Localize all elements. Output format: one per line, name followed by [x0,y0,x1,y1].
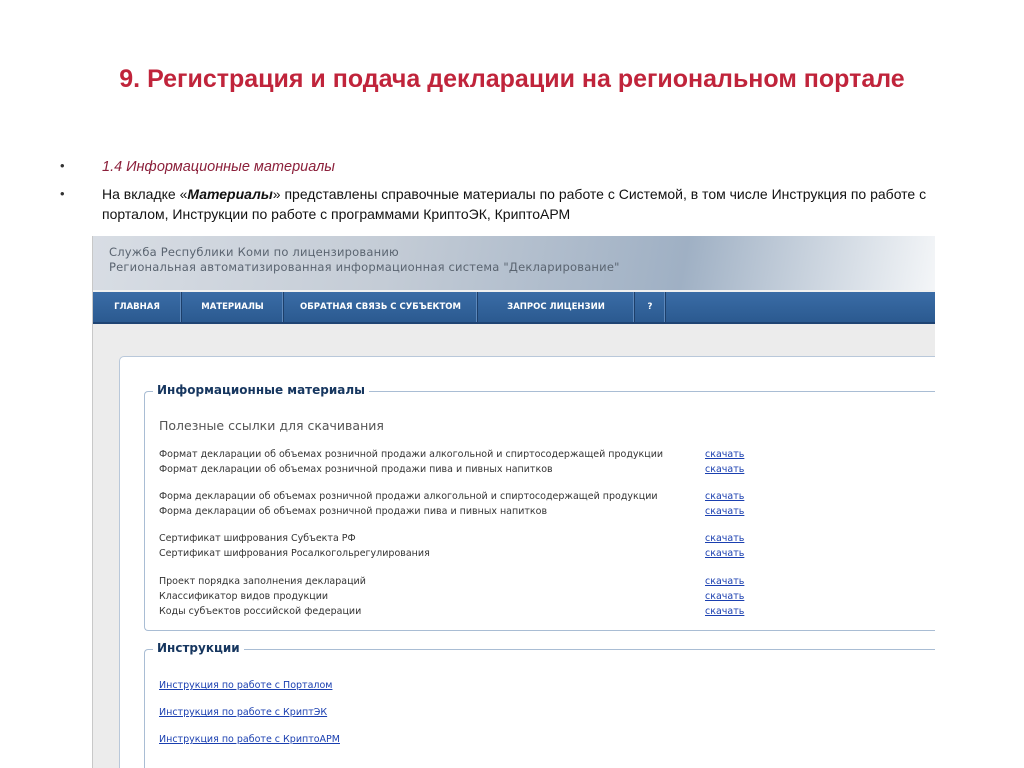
bullet-item [60,184,960,224]
bullet-text-bold: Материалы [187,186,273,202]
material-row [159,506,759,520]
portal-header-org: Служба Республики Коми по лицензированию [109,245,399,259]
download-link[interactable]: скачать [705,533,745,544]
instruction-link-kriptoarm[interactable]: Инструкция по работе с КриптоАРМ [159,734,340,745]
nav-home[interactable]: ГЛАВНАЯ [93,292,182,322]
bullet-marker: • [60,158,65,173]
download-link[interactable]: скачать [705,449,745,460]
materials-fieldset [144,383,935,631]
nav-license-request[interactable]: ЗАПРОС ЛИЦЕНЗИИ [478,292,635,322]
material-row [159,606,759,620]
material-row [159,548,759,562]
bullet-list [60,156,960,230]
bullet-subheading: 1.4 Информационные материалы [102,159,335,175]
portal-screenshot [92,236,935,768]
material-label: Проект порядка заполнения деклараций [159,576,366,587]
instructions-legend: Инструкции [153,641,244,655]
material-row [159,464,759,478]
material-label: Форма декларации об объемах розничной продажи пива и пивных напитков [159,506,548,517]
download-link[interactable]: скачать [705,548,745,559]
bullet-item [60,156,960,178]
material-label: Коды субъектов российской федерации [159,606,362,617]
material-row [159,591,759,605]
material-row [159,449,759,463]
instruction-link-portal[interactable]: Инструкция по работе с Порталом [159,680,333,691]
material-label: Формат декларации об объемах розничной продажи алкогольной и спиртосодержащей продукции [159,449,664,460]
material-label: Сертификат шифрования Росалкогольрегулирования [159,548,430,559]
download-link[interactable]: скачать [705,576,745,587]
portal-header-system: Региональная автоматизированная информационная система "Декларирование" [109,260,620,274]
bullet-marker: • [60,186,65,201]
download-link[interactable]: скачать [705,506,745,517]
material-row [159,576,759,590]
portal-navbar [93,292,935,324]
materials-legend: Информационные материалы [153,383,369,397]
material-label: Формат декларации об объемах розничной продажи пива и пивных напитков [159,464,553,475]
download-link[interactable]: скачать [705,591,745,602]
nav-help[interactable]: ? [635,292,666,322]
material-label: Сертификат шифрования Субъекта РФ [159,533,356,544]
nav-materials[interactable]: МАТЕРИАЛЫ [182,292,284,322]
bullet-text-pre: На вкладке « [102,186,188,202]
slide-title: 9. Регистрация и подача декларации на региональном портале [119,65,905,93]
bullet-text-post: » представлены справочные материалы по работе с Системой, в том числе Инструкция по работе с порталом, Инструкции по работе с программами КриптоЭК, КриптоАРМ [102,186,927,222]
material-label: Форма декларации об объемах розничной продажи алкогольной и спиртосодержащей продукции [159,491,658,502]
download-link[interactable]: скачать [705,606,745,617]
materials-subtitle: Полезные ссылки для скачивания [159,418,384,433]
bullet-text [102,186,926,222]
instruction-link-kriptek[interactable]: Инструкция по работе с КриптЭК [159,707,328,718]
download-link[interactable]: скачать [705,491,745,502]
material-row [159,533,759,547]
download-link[interactable]: скачать [705,464,745,475]
material-row [159,491,759,505]
nav-feedback[interactable]: ОБРАТНАЯ СВЯЗЬ С СУБЪЕКТОМ [284,292,478,322]
portal-header [93,236,935,290]
content-panel [119,356,935,768]
material-label: Классификатор видов продукции [159,591,329,602]
instructions-fieldset [144,641,935,768]
